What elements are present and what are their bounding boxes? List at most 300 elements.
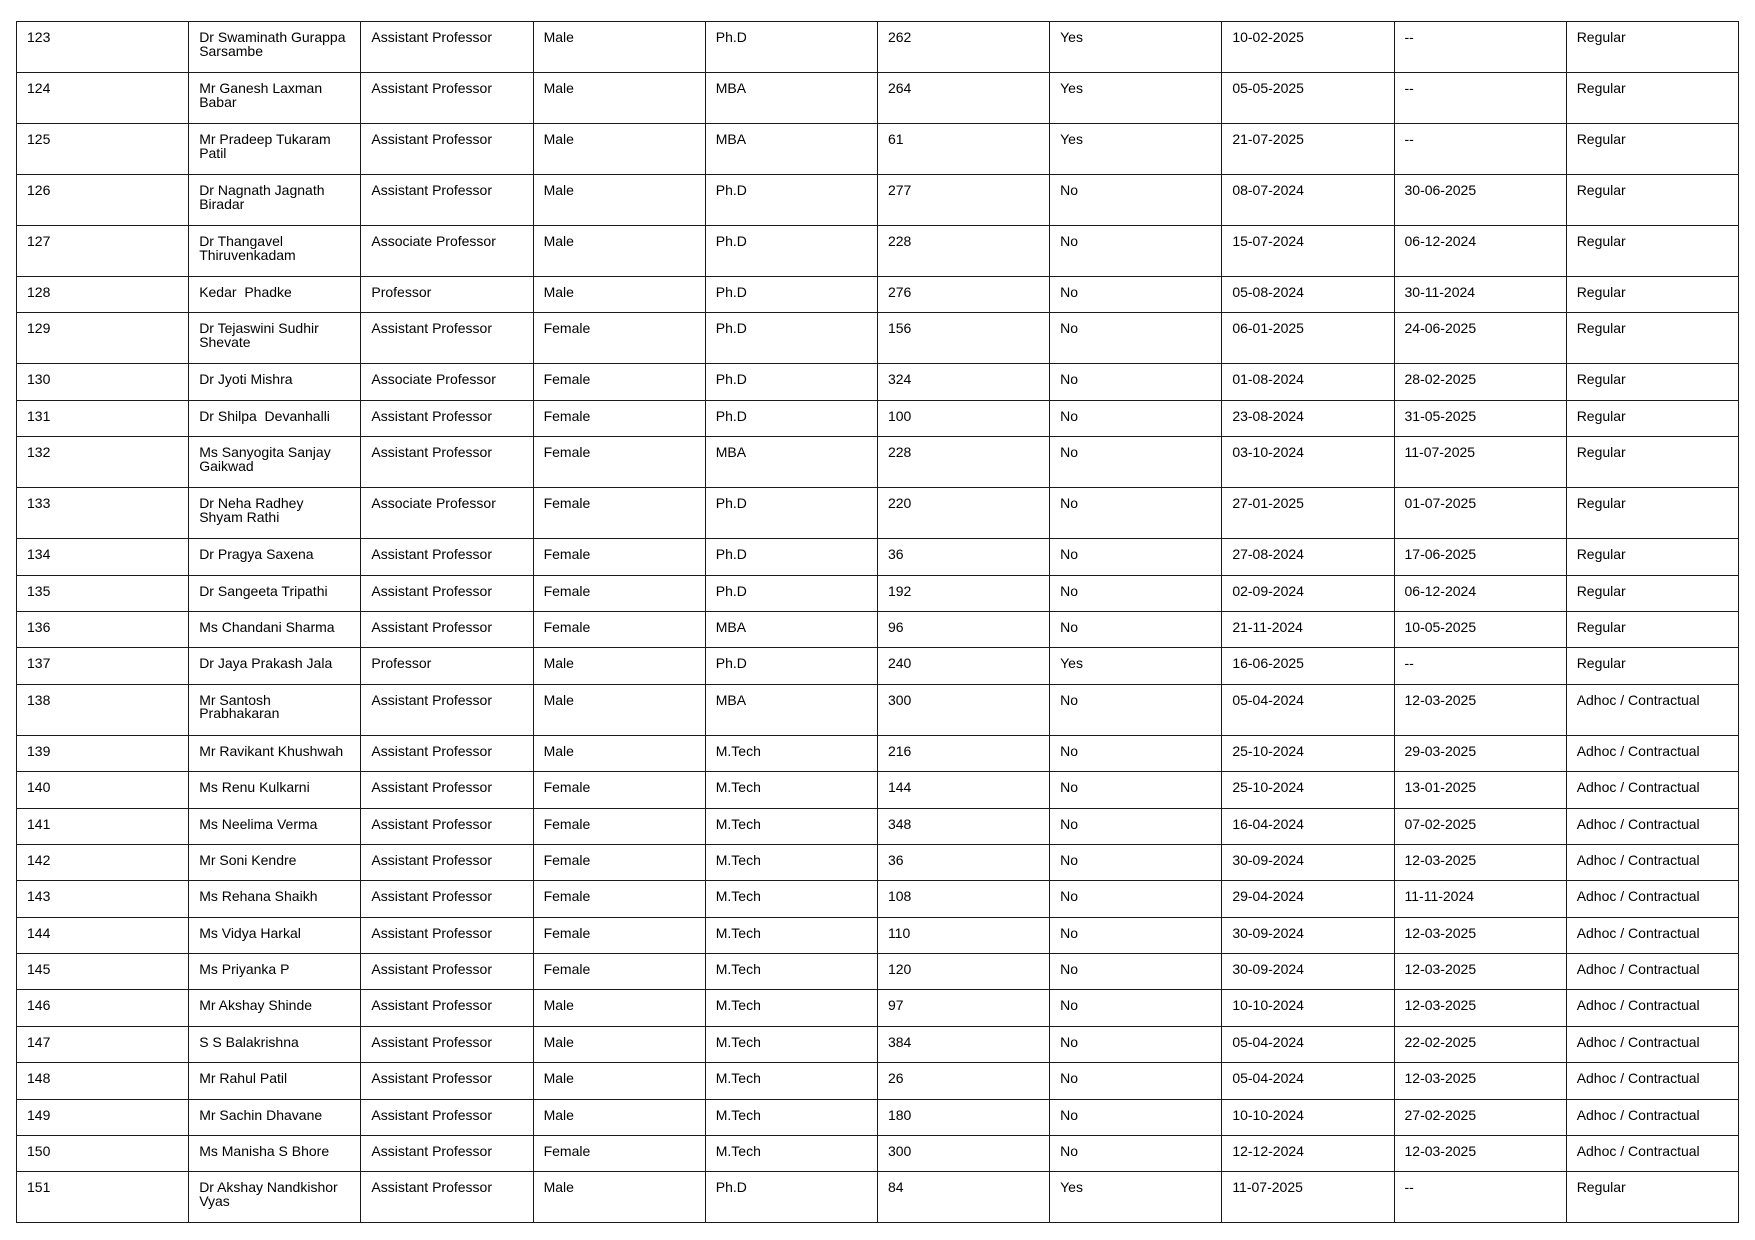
cell-designation: Assistant Professor [361,990,533,1026]
cell-appointment-type: Regular [1566,611,1738,647]
cell-appointment-type: Adhoc / Contractual [1566,1063,1738,1099]
cell-joining-date: 30-09-2024 [1222,917,1394,953]
cell-appointment-type: Adhoc / Contractual [1566,844,1738,880]
table-row [17,313,1739,364]
cell-qualification: Ph.D [705,575,877,611]
cell-designation: Assistant Professor [361,124,533,175]
cell-qualification: M.Tech [705,772,877,808]
cell-faculty-name: Dr Pragya Saxena [189,539,361,575]
table-row [17,539,1739,575]
cell-designation: Assistant Professor [361,575,533,611]
table-row [17,364,1739,400]
cell-designation: Assistant Professor [361,808,533,844]
cell-serial-number: 128 [17,277,189,313]
cell-experience-months: 300 [877,1136,1049,1172]
cell-qualification: MBA [705,684,877,735]
cell-currently-working: No [1050,539,1222,575]
cell-currently-working: No [1050,277,1222,313]
cell-faculty-name: Kedar Phadke [189,277,361,313]
table-row [17,648,1739,684]
cell-qualification: MBA [705,611,877,647]
cell-appointment-type: Regular [1566,277,1738,313]
cell-serial-number: 129 [17,313,189,364]
cell-faculty-name: Mr Ravikant Khushwah [189,735,361,771]
cell-appointment-type: Regular [1566,400,1738,436]
cell-serial-number: 140 [17,772,189,808]
cell-appointment-type: Adhoc / Contractual [1566,1026,1738,1062]
cell-experience-months: 192 [877,575,1049,611]
cell-currently-working: No [1050,990,1222,1026]
cell-designation: Assistant Professor [361,844,533,880]
cell-qualification: Ph.D [705,277,877,313]
cell-designation: Associate Professor [361,364,533,400]
cell-leaving-date: 12-03-2025 [1394,1136,1566,1172]
cell-qualification: Ph.D [705,648,877,684]
cell-designation: Associate Professor [361,488,533,539]
cell-appointment-type: Adhoc / Contractual [1566,772,1738,808]
cell-leaving-date: -- [1394,1172,1566,1223]
table-row [17,575,1739,611]
cell-appointment-type: Regular [1566,575,1738,611]
cell-designation: Assistant Professor [361,1099,533,1135]
cell-experience-months: 156 [877,313,1049,364]
cell-serial-number: 142 [17,844,189,880]
cell-designation: Assistant Professor [361,175,533,226]
cell-qualification: M.Tech [705,1026,877,1062]
cell-qualification: M.Tech [705,1063,877,1099]
cell-faculty-name: Dr Sangeeta Tripathi [189,575,361,611]
cell-qualification: M.Tech [705,917,877,953]
cell-faculty-name: Mr Ganesh Laxman Babar [189,73,361,124]
cell-leaving-date: -- [1394,73,1566,124]
cell-serial-number: 135 [17,575,189,611]
cell-qualification: M.Tech [705,990,877,1026]
cell-faculty-name: Dr Thangavel Thiruvenkadam [189,226,361,277]
cell-serial-number: 130 [17,364,189,400]
cell-serial-number: 138 [17,684,189,735]
cell-joining-date: 11-07-2025 [1222,1172,1394,1223]
cell-appointment-type: Regular [1566,648,1738,684]
table-row [17,1136,1739,1172]
cell-serial-number: 137 [17,648,189,684]
table-row [17,808,1739,844]
cell-appointment-type: Regular [1566,124,1738,175]
cell-designation: Assistant Professor [361,1026,533,1062]
cell-experience-months: 26 [877,1063,1049,1099]
cell-joining-date: 02-09-2024 [1222,575,1394,611]
cell-joining-date: 03-10-2024 [1222,437,1394,488]
cell-joining-date: 23-08-2024 [1222,400,1394,436]
cell-designation: Assistant Professor [361,313,533,364]
cell-experience-months: 36 [877,844,1049,880]
cell-leaving-date: 12-03-2025 [1394,684,1566,735]
cell-serial-number: 146 [17,990,189,1026]
cell-faculty-name: Ms Priyanka P [189,954,361,990]
cell-experience-months: 264 [877,73,1049,124]
cell-gender: Male [533,226,705,277]
cell-joining-date: 21-11-2024 [1222,611,1394,647]
cell-leaving-date: 24-06-2025 [1394,313,1566,364]
table-row [17,277,1739,313]
cell-faculty-name: Mr Rahul Patil [189,1063,361,1099]
cell-gender: Female [533,437,705,488]
cell-currently-working: No [1050,364,1222,400]
cell-appointment-type: Adhoc / Contractual [1566,917,1738,953]
cell-appointment-type: Adhoc / Contractual [1566,808,1738,844]
cell-experience-months: 97 [877,990,1049,1026]
cell-serial-number: 134 [17,539,189,575]
document-page [16,21,1738,1223]
cell-joining-date: 10-02-2025 [1222,22,1394,73]
cell-gender: Male [533,1026,705,1062]
cell-gender: Female [533,400,705,436]
cell-gender: Female [533,917,705,953]
cell-currently-working: No [1050,488,1222,539]
cell-currently-working: Yes [1050,73,1222,124]
cell-currently-working: No [1050,611,1222,647]
cell-leaving-date: 30-11-2024 [1394,277,1566,313]
cell-serial-number: 150 [17,1136,189,1172]
cell-faculty-name: Mr Santosh Prabhakaran [189,684,361,735]
cell-qualification: Ph.D [705,488,877,539]
cell-serial-number: 147 [17,1026,189,1062]
cell-qualification: Ph.D [705,400,877,436]
cell-gender: Male [533,124,705,175]
cell-gender: Male [533,735,705,771]
cell-faculty-name: Dr Shilpa Devanhalli [189,400,361,436]
cell-appointment-type: Regular [1566,539,1738,575]
table-row [17,226,1739,277]
cell-leaving-date: 29-03-2025 [1394,735,1566,771]
cell-appointment-type: Regular [1566,364,1738,400]
cell-currently-working: No [1050,772,1222,808]
cell-leaving-date: 12-03-2025 [1394,990,1566,1026]
cell-joining-date: 30-09-2024 [1222,954,1394,990]
faculty-table-body [17,22,1739,1223]
cell-joining-date: 16-04-2024 [1222,808,1394,844]
cell-currently-working: No [1050,844,1222,880]
cell-serial-number: 132 [17,437,189,488]
cell-gender: Male [533,73,705,124]
cell-gender: Female [533,488,705,539]
cell-joining-date: 01-08-2024 [1222,364,1394,400]
cell-appointment-type: Regular [1566,1172,1738,1223]
cell-joining-date: 21-07-2025 [1222,124,1394,175]
cell-joining-date: 12-12-2024 [1222,1136,1394,1172]
cell-joining-date: 05-04-2024 [1222,1026,1394,1062]
cell-experience-months: 110 [877,917,1049,953]
cell-currently-working: No [1050,881,1222,917]
cell-designation: Assistant Professor [361,684,533,735]
cell-faculty-name: Ms Neelima Verma [189,808,361,844]
table-row [17,1099,1739,1135]
cell-serial-number: 123 [17,22,189,73]
cell-faculty-name: Ms Manisha S Bhore [189,1136,361,1172]
cell-appointment-type: Regular [1566,73,1738,124]
cell-qualification: Ph.D [705,539,877,575]
cell-designation: Assistant Professor [361,1172,533,1223]
cell-designation: Assistant Professor [361,1063,533,1099]
cell-faculty-name: Dr Neha Radhey Shyam Rathi [189,488,361,539]
cell-faculty-name: Dr Tejaswini Sudhir Shevate [189,313,361,364]
cell-leaving-date: 06-12-2024 [1394,226,1566,277]
cell-leaving-date: 12-03-2025 [1394,954,1566,990]
cell-designation: Assistant Professor [361,611,533,647]
table-row [17,488,1739,539]
cell-gender: Male [533,175,705,226]
cell-joining-date: 27-08-2024 [1222,539,1394,575]
cell-currently-working: No [1050,808,1222,844]
cell-joining-date: 05-04-2024 [1222,1063,1394,1099]
cell-appointment-type: Adhoc / Contractual [1566,954,1738,990]
cell-experience-months: 36 [877,539,1049,575]
cell-leaving-date: 10-05-2025 [1394,611,1566,647]
cell-experience-months: 276 [877,277,1049,313]
cell-leaving-date: 27-02-2025 [1394,1099,1566,1135]
cell-qualification: M.Tech [705,1136,877,1172]
cell-faculty-name: Ms Vidya Harkal [189,917,361,953]
cell-serial-number: 124 [17,73,189,124]
cell-designation: Assistant Professor [361,1136,533,1172]
cell-leaving-date: 12-03-2025 [1394,917,1566,953]
cell-experience-months: 100 [877,400,1049,436]
cell-qualification: M.Tech [705,1099,877,1135]
cell-faculty-name: Ms Rehana Shaikh [189,881,361,917]
table-row [17,1063,1739,1099]
cell-currently-working: No [1050,1063,1222,1099]
cell-joining-date: 05-05-2025 [1222,73,1394,124]
cell-faculty-name: Mr Sachin Dhavane [189,1099,361,1135]
cell-gender: Female [533,881,705,917]
cell-leaving-date: -- [1394,648,1566,684]
table-row [17,1172,1739,1223]
table-row [17,73,1739,124]
cell-faculty-name: Mr Akshay Shinde [189,990,361,1026]
cell-leaving-date: 11-07-2025 [1394,437,1566,488]
cell-currently-working: No [1050,1026,1222,1062]
cell-gender: Male [533,1172,705,1223]
cell-gender: Male [533,1099,705,1135]
faculty-table [16,21,1739,1223]
cell-appointment-type: Adhoc / Contractual [1566,990,1738,1026]
cell-currently-working: Yes [1050,648,1222,684]
cell-faculty-name: Ms Chandani Sharma [189,611,361,647]
cell-serial-number: 139 [17,735,189,771]
cell-serial-number: 148 [17,1063,189,1099]
cell-leaving-date: 13-01-2025 [1394,772,1566,808]
cell-appointment-type: Regular [1566,22,1738,73]
cell-qualification: Ph.D [705,175,877,226]
cell-faculty-name: Mr Pradeep Tukaram Patil [189,124,361,175]
table-row [17,772,1739,808]
cell-serial-number: 143 [17,881,189,917]
cell-leaving-date: 12-03-2025 [1394,1063,1566,1099]
cell-currently-working: No [1050,735,1222,771]
cell-currently-working: Yes [1050,124,1222,175]
cell-serial-number: 136 [17,611,189,647]
cell-leaving-date: -- [1394,22,1566,73]
cell-gender: Female [533,808,705,844]
cell-joining-date: 10-10-2024 [1222,990,1394,1026]
cell-qualification: M.Tech [705,735,877,771]
cell-serial-number: 141 [17,808,189,844]
cell-serial-number: 131 [17,400,189,436]
cell-experience-months: 216 [877,735,1049,771]
cell-gender: Female [533,575,705,611]
cell-currently-working: No [1050,313,1222,364]
cell-designation: Assistant Professor [361,772,533,808]
cell-serial-number: 133 [17,488,189,539]
cell-currently-working: No [1050,437,1222,488]
cell-joining-date: 25-10-2024 [1222,772,1394,808]
cell-serial-number: 126 [17,175,189,226]
cell-appointment-type: Adhoc / Contractual [1566,881,1738,917]
cell-leaving-date: 07-02-2025 [1394,808,1566,844]
cell-experience-months: 348 [877,808,1049,844]
cell-faculty-name: Dr Nagnath Jagnath Biradar [189,175,361,226]
cell-gender: Female [533,772,705,808]
cell-joining-date: 05-04-2024 [1222,684,1394,735]
cell-designation: Assistant Professor [361,881,533,917]
cell-experience-months: 384 [877,1026,1049,1062]
cell-designation: Assistant Professor [361,22,533,73]
cell-qualification: Ph.D [705,226,877,277]
cell-experience-months: 61 [877,124,1049,175]
cell-joining-date: 05-08-2024 [1222,277,1394,313]
cell-currently-working: Yes [1050,22,1222,73]
cell-faculty-name: Dr Swaminath Gurappa Sarsambe [189,22,361,73]
cell-joining-date: 30-09-2024 [1222,844,1394,880]
cell-leaving-date: 28-02-2025 [1394,364,1566,400]
cell-currently-working: Yes [1050,1172,1222,1223]
cell-designation: Professor [361,648,533,684]
cell-appointment-type: Regular [1566,226,1738,277]
table-row [17,844,1739,880]
cell-appointment-type: Regular [1566,488,1738,539]
cell-joining-date: 16-06-2025 [1222,648,1394,684]
cell-designation: Associate Professor [361,226,533,277]
cell-leaving-date: 01-07-2025 [1394,488,1566,539]
cell-faculty-name: Ms Sanyogita Sanjay Gaikwad [189,437,361,488]
cell-faculty-name: S S Balakrishna [189,1026,361,1062]
cell-faculty-name: Ms Renu Kulkarni [189,772,361,808]
cell-currently-working: No [1050,575,1222,611]
cell-gender: Male [533,648,705,684]
table-row [17,684,1739,735]
cell-joining-date: 08-07-2024 [1222,175,1394,226]
table-row [17,917,1739,953]
cell-experience-months: 240 [877,648,1049,684]
cell-leaving-date: 12-03-2025 [1394,844,1566,880]
cell-designation: Professor [361,277,533,313]
cell-leaving-date: 30-06-2025 [1394,175,1566,226]
cell-joining-date: 29-04-2024 [1222,881,1394,917]
cell-serial-number: 145 [17,954,189,990]
cell-joining-date: 27-01-2025 [1222,488,1394,539]
table-row [17,735,1739,771]
cell-faculty-name: Dr Jyoti Mishra [189,364,361,400]
cell-gender: Female [533,364,705,400]
table-row [17,1026,1739,1062]
cell-experience-months: 84 [877,1172,1049,1223]
cell-gender: Male [533,1063,705,1099]
cell-currently-working: No [1050,954,1222,990]
cell-currently-working: No [1050,226,1222,277]
cell-gender: Female [533,539,705,575]
cell-designation: Assistant Professor [361,539,533,575]
cell-currently-working: No [1050,684,1222,735]
cell-faculty-name: Mr Soni Kendre [189,844,361,880]
cell-designation: Assistant Professor [361,735,533,771]
table-row [17,175,1739,226]
cell-gender: Male [533,22,705,73]
cell-experience-months: 228 [877,226,1049,277]
cell-gender: Male [533,684,705,735]
cell-leaving-date: 06-12-2024 [1394,575,1566,611]
cell-serial-number: 144 [17,917,189,953]
cell-qualification: Ph.D [705,364,877,400]
cell-appointment-type: Regular [1566,313,1738,364]
table-row [17,954,1739,990]
cell-serial-number: 151 [17,1172,189,1223]
cell-designation: Assistant Professor [361,73,533,124]
table-row [17,124,1739,175]
cell-joining-date: 25-10-2024 [1222,735,1394,771]
table-row [17,22,1739,73]
cell-currently-working: No [1050,1136,1222,1172]
cell-gender: Female [533,954,705,990]
cell-appointment-type: Adhoc / Contractual [1566,1099,1738,1135]
cell-joining-date: 10-10-2024 [1222,1099,1394,1135]
cell-appointment-type: Adhoc / Contractual [1566,735,1738,771]
cell-appointment-type: Regular [1566,437,1738,488]
cell-experience-months: 220 [877,488,1049,539]
cell-experience-months: 277 [877,175,1049,226]
cell-leaving-date: 22-02-2025 [1394,1026,1566,1062]
cell-gender: Male [533,277,705,313]
cell-currently-working: No [1050,175,1222,226]
cell-qualification: M.Tech [705,808,877,844]
table-row [17,611,1739,647]
table-row [17,990,1739,1026]
cell-qualification: M.Tech [705,881,877,917]
table-row [17,400,1739,436]
cell-appointment-type: Regular [1566,175,1738,226]
cell-gender: Female [533,611,705,647]
cell-qualification: MBA [705,124,877,175]
cell-experience-months: 262 [877,22,1049,73]
cell-joining-date: 06-01-2025 [1222,313,1394,364]
cell-qualification: MBA [705,73,877,124]
cell-qualification: Ph.D [705,22,877,73]
cell-experience-months: 300 [877,684,1049,735]
cell-leaving-date: 11-11-2024 [1394,881,1566,917]
cell-designation: Assistant Professor [361,917,533,953]
table-row [17,437,1739,488]
cell-gender: Female [533,844,705,880]
cell-serial-number: 125 [17,124,189,175]
cell-currently-working: No [1050,400,1222,436]
cell-experience-months: 120 [877,954,1049,990]
cell-currently-working: No [1050,1099,1222,1135]
cell-serial-number: 127 [17,226,189,277]
cell-currently-working: No [1050,917,1222,953]
cell-appointment-type: Adhoc / Contractual [1566,1136,1738,1172]
cell-leaving-date: -- [1394,124,1566,175]
cell-experience-months: 108 [877,881,1049,917]
cell-joining-date: 15-07-2024 [1222,226,1394,277]
cell-serial-number: 149 [17,1099,189,1135]
